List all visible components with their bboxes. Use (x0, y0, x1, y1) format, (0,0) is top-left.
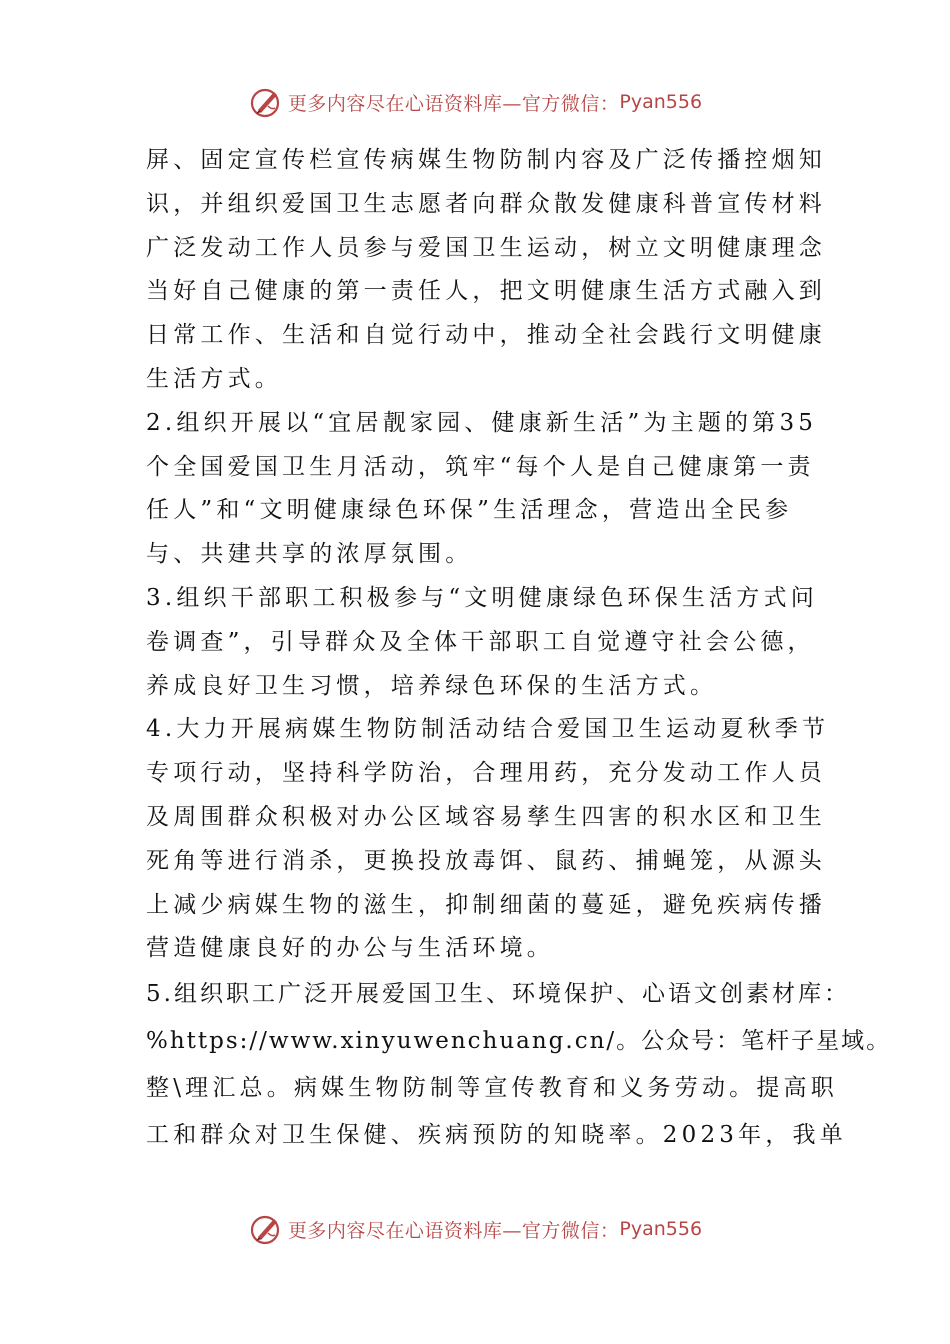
body-line: 养成良好卫生习惯，培养绿色环保的生活方式。 (146, 672, 718, 699)
body-line: 工和群众对卫生保健、疾病预防的知晓率。2023年，我单 (146, 1122, 847, 1149)
header-banner (0, 82, 950, 122)
body-line: 上减少病媒生物的滋生，抑制细菌的蔓延，避免疾病传播 (146, 891, 826, 918)
body-line: 个全国爱国卫生月活动，筑牢“每个人是自己健康第一责 (146, 453, 815, 480)
body-line: 3.组织干部职工积极参与“文明健康绿色环保生活方式问 (146, 584, 818, 611)
body-line: 整\理汇总。病媒生物防制等宣传教育和义务劳动。提高职 (146, 1075, 838, 1102)
header-text: 更多内容尽在心语资料库—官方微信： (287, 92, 620, 115)
body-line: 死角等进行消杀，更换投放毒饵、鼠药、捕蝇笼，从源头 (146, 847, 826, 874)
footer-wechat-id: Pyan556 (619, 1218, 703, 1240)
body-line: 4.大力开展病媒生物防制活动结合爱国卫生运动夏秋季节 (146, 716, 830, 743)
body-line: 识，并组织爱国卫生志愿者向群众散发健康科普宣传材料 (146, 190, 826, 217)
body-line: %https://www.xinyuwenchuang.cn/。公众号：笔杆子星域。 (146, 1028, 892, 1055)
body-line: 及周围群众积极对办公区域容易孳生四害的积水区和卫生 (146, 803, 826, 830)
body-line: 与、共建共享的浓厚氛围。 (146, 541, 473, 568)
body-line: 屏、固定宣传栏宣传病媒生物防制内容及广泛传播控烟知 (146, 147, 826, 173)
pen-seal-logo-icon (248, 84, 284, 120)
body-line: 卷调查”，引导群众及全体干部职工自觉遵守社会公德， (146, 628, 815, 655)
body-line: 生活方式。 (146, 365, 282, 392)
pen-seal-logo-icon (248, 1211, 284, 1247)
footer-text: 更多内容尽在心语资料库—官方微信： (287, 1219, 620, 1242)
document-body (146, 139, 892, 1159)
body-line: 5.组织职工广泛开展爱国卫生、环境保护、心语文创素材库： (146, 981, 850, 1008)
footer-banner (0, 1209, 950, 1249)
body-line: 当好自己健康的第一责任人，把文明健康生活方式融入到 (146, 278, 826, 305)
body-line: 专项行动，坚持科学防治，合理用药，充分发动工作人员 (146, 760, 826, 787)
body-line: 2.组织开展以“宜居靓家园、健康新生活”为主题的第35 (146, 409, 818, 436)
body-line: 任人”和“文明健康绿色环保”生活理念，营造出全民参 (146, 497, 793, 524)
body-line: 日常工作、生活和自觉行动中，推动全社会践行文明健康 (146, 322, 826, 349)
header-wechat-id: Pyan556 (619, 91, 703, 113)
body-line: 广泛发动工作人员参与爱国卫生运动，树立文明健康理念 (146, 234, 826, 261)
body-line: 营造健康良好的办公与生活环境。 (146, 935, 554, 962)
